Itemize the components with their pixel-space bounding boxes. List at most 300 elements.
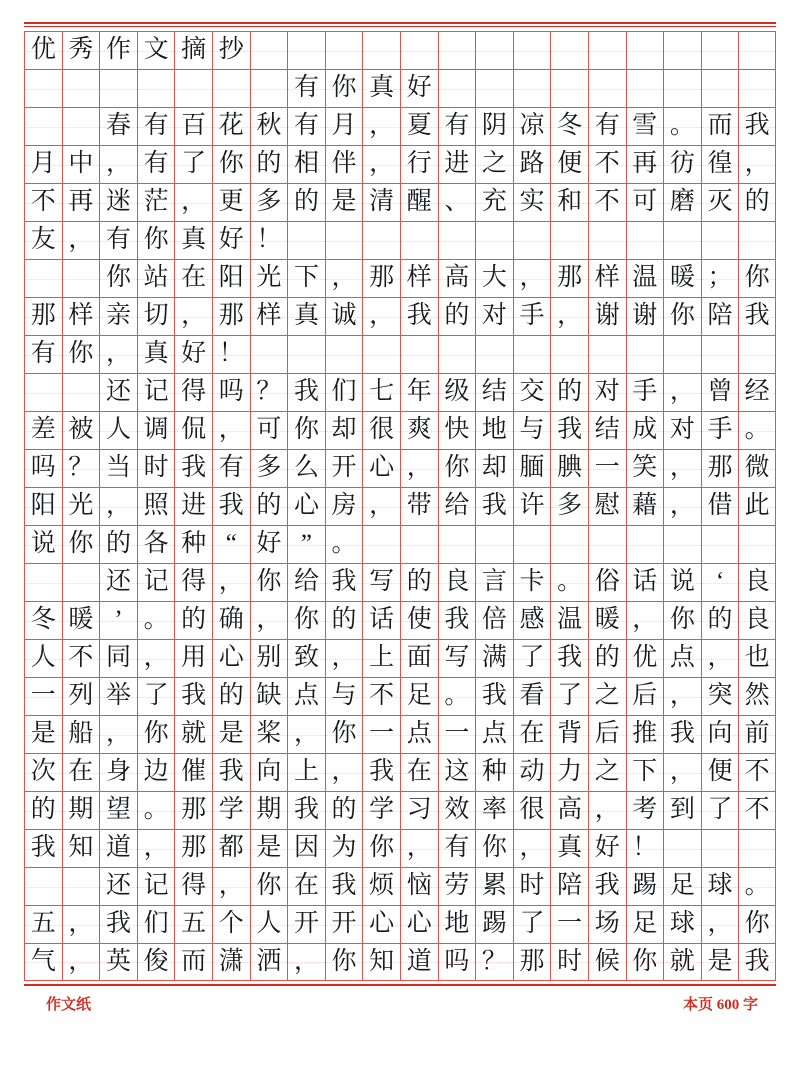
grid-cell-char: 你: [293, 606, 319, 633]
grid-cell: [174, 31, 212, 69]
grid-cell: [738, 563, 776, 601]
grid-cell: [400, 563, 438, 601]
grid-cell: [438, 525, 476, 563]
grid-cell: [400, 183, 438, 221]
grid-cell: [738, 905, 776, 943]
grid-cell: [212, 487, 250, 525]
grid-cell-char: 在: [519, 720, 545, 747]
grid-cell-char: ，: [707, 910, 733, 937]
grid-cell-char: 力: [557, 758, 583, 785]
grid-cell-char: 样: [594, 264, 620, 291]
grid-cell: [24, 943, 62, 981]
grid-cell: [137, 107, 175, 145]
grid-cell-char: 温: [557, 606, 583, 633]
grid-cell: [137, 69, 175, 107]
grid-cell: [212, 943, 250, 981]
grid-cell: [24, 221, 62, 259]
grid-cell: [24, 639, 62, 677]
grid-cell-char: 好: [218, 226, 244, 253]
grid-cell: [137, 449, 175, 487]
grid-cell-char: ，: [369, 150, 395, 177]
grid-cell-char: ‘: [715, 568, 725, 595]
grid-cell-char: 有: [293, 112, 319, 139]
grid-cell-char: ，: [707, 644, 733, 671]
grid-cell: [663, 677, 701, 715]
grid-cell-char: 腼: [519, 454, 545, 481]
grid-cell: [701, 715, 739, 753]
grid-cell-char: 和: [557, 188, 583, 215]
grid-cell-char: 满: [481, 644, 507, 671]
grid-cell-char: 我: [293, 378, 319, 405]
grid-cell: [212, 677, 250, 715]
grid-cell: [626, 525, 664, 563]
grid-cell-char: 相: [293, 150, 319, 177]
grid-cell: [174, 145, 212, 183]
grid-cell: [588, 867, 626, 905]
grid-cell-char: 面: [406, 644, 432, 671]
grid-cell: [588, 449, 626, 487]
grid-cell: [626, 601, 664, 639]
grid-row: [24, 449, 776, 487]
grid-cell: [174, 563, 212, 601]
grid-cell-char: 那: [707, 454, 733, 481]
grid-cell: [362, 525, 400, 563]
grid-cell-char: 。: [331, 530, 357, 557]
grid-cell: [24, 259, 62, 297]
grid-cell-char: 手: [632, 378, 658, 405]
grid-cell: [287, 867, 325, 905]
grid-cell-char: 在: [181, 264, 207, 291]
grid-cell: [24, 601, 62, 639]
grid-cell-char: 别: [256, 644, 282, 671]
grid-cell-char: 我: [557, 416, 583, 443]
grid-cell: [626, 411, 664, 449]
grid-cell-char: 此: [744, 492, 770, 519]
grid-cell-char: 可: [632, 188, 658, 215]
grid-cell: [663, 943, 701, 981]
grid-cell: [287, 601, 325, 639]
grid-cell-char: 彷: [669, 150, 695, 177]
grid-cell-char: 言: [481, 568, 507, 595]
grid-cell: [400, 69, 438, 107]
grid-cell: [738, 335, 776, 373]
grid-cell: [626, 145, 664, 183]
grid-cell-char: 亲: [105, 302, 131, 329]
grid-cell-char: ，: [293, 947, 319, 975]
grid-cell: [99, 753, 137, 791]
grid-cell-char: 不: [744, 758, 770, 785]
grid-cell: [362, 449, 400, 487]
grid-cell-char: 有: [105, 226, 131, 253]
grid-cell: [588, 905, 626, 943]
grid-cell-char: 月: [331, 112, 357, 139]
grid-cell-char: 高: [444, 264, 470, 291]
grid-cell-char: ，: [105, 340, 131, 367]
grid-cell: [626, 449, 664, 487]
grid-cell-char: 对: [594, 378, 620, 405]
grid-cell-char: 踢: [632, 872, 658, 899]
grid-cell: [325, 525, 363, 563]
grid-cell: [24, 373, 62, 411]
grid-cell: [174, 259, 212, 297]
grid-cell: [24, 183, 62, 221]
grid-cell-char: 记: [143, 378, 169, 405]
grid-cell: [701, 601, 739, 639]
grid-cell: [438, 411, 476, 449]
grid-cell-char: 一: [444, 720, 470, 747]
grid-cell: [550, 411, 588, 449]
grid-cell-char: 花: [218, 112, 244, 139]
grid-cell-char: 开: [331, 910, 357, 937]
grid-cell-char: 记: [143, 872, 169, 899]
grid-cell-char: 我: [331, 568, 357, 595]
grid-cell-char: 种: [181, 530, 207, 557]
grid-cell: [174, 297, 212, 335]
grid-cell-char: 在: [293, 872, 319, 899]
grid-cell: [738, 107, 776, 145]
grid-cell: [738, 601, 776, 639]
grid-cell: [400, 525, 438, 563]
grid-cell-char: 前: [744, 720, 770, 747]
grid-cell: [174, 601, 212, 639]
grid-cell-char: 那: [181, 796, 207, 823]
grid-cell: [212, 753, 250, 791]
grid-row: [24, 31, 776, 69]
grid-cell: [24, 411, 62, 449]
grid-cell-char: 就: [181, 720, 207, 747]
grid-cell-char: 下: [632, 758, 658, 785]
grid-cell: [62, 145, 100, 183]
grid-cell-char: 下: [293, 264, 319, 291]
grid-cell: [362, 791, 400, 829]
grid-cell-char: 效: [444, 796, 470, 823]
grid-cell: [626, 867, 664, 905]
grid-cell-char: ！: [632, 834, 658, 861]
grid-cell: [701, 867, 739, 905]
grid-cell: [663, 867, 701, 905]
grid-cell: [663, 259, 701, 297]
grid-cell: [99, 145, 137, 183]
grid-cell: [287, 563, 325, 601]
grid-cell: [287, 639, 325, 677]
grid-cell: [99, 715, 137, 753]
grid-cell: [626, 753, 664, 791]
grid-cell: [588, 297, 626, 335]
grid-cell-char: 期: [68, 796, 94, 823]
grid-cell: [325, 753, 363, 791]
grid-cell: [738, 677, 776, 715]
grid-row: [24, 715, 776, 753]
grid-cell-char: 卡: [519, 568, 545, 595]
grid-cell-char: 的: [594, 644, 620, 671]
grid-cell-char: 感: [519, 606, 545, 633]
grid-cell-char: ，: [369, 492, 395, 519]
grid-cell: [626, 639, 664, 677]
grid-cell: [212, 525, 250, 563]
grid-cell-char: 照: [143, 492, 169, 519]
grid-cell-char: 们: [331, 378, 357, 405]
grid-cell: [400, 411, 438, 449]
grid-cell: [137, 715, 175, 753]
grid-cell-char: 成: [632, 416, 658, 443]
grid-cell: [475, 905, 513, 943]
grid-cell: [701, 373, 739, 411]
grid-cell: [513, 525, 551, 563]
grid-cell-char: 充: [481, 188, 507, 215]
grid-cell: [588, 335, 626, 373]
grid-cell: [550, 867, 588, 905]
grid-cell: [250, 677, 288, 715]
grid-cell: [362, 221, 400, 259]
grid-cell: [174, 791, 212, 829]
grid-cell: [325, 335, 363, 373]
grid-cell-char: 推: [632, 720, 658, 747]
grid-cell-char: 我: [331, 872, 357, 899]
grid-cell-char: 看: [519, 682, 545, 709]
grid-cell: [738, 791, 776, 829]
grid-cell: [212, 449, 250, 487]
grid-cell: [400, 449, 438, 487]
grid-cell-char: 那: [218, 302, 244, 329]
grid-cell: [137, 791, 175, 829]
grid-cell: [362, 753, 400, 791]
grid-cell-char: 记: [143, 568, 169, 595]
grid-cell-char: 到: [669, 796, 695, 823]
grid-cell: [738, 715, 776, 753]
grid-cell: [212, 715, 250, 753]
grid-cell-char: 你: [369, 834, 395, 861]
grid-cell: [400, 259, 438, 297]
grid-row: [24, 145, 776, 183]
footer-left-label: 作文纸: [46, 997, 92, 1013]
grid-cell-char: 良: [744, 606, 770, 633]
grid-cell-char: 身: [105, 758, 131, 785]
grid-cell-char: 伴: [331, 150, 357, 177]
grid-cell-char: 同: [105, 644, 131, 671]
grid-cell: [701, 297, 739, 335]
grid-cell: [174, 411, 212, 449]
grid-cell-char: 地: [444, 910, 470, 937]
grid-cell-char: 迷: [105, 188, 131, 215]
grid-cell: [626, 677, 664, 715]
grid-cell-char: 足: [669, 872, 695, 899]
grid-cell-char: 诚: [331, 302, 357, 329]
grid-cell: [738, 411, 776, 449]
grid-cell: [174, 905, 212, 943]
grid-cell: [475, 69, 513, 107]
grid-cell-char: 你: [632, 947, 658, 975]
grid-cell: [174, 943, 212, 981]
grid-cell-char: 知: [369, 947, 395, 975]
grid-cell: [99, 487, 137, 525]
grid-cell: [550, 335, 588, 373]
grid-cell: [738, 221, 776, 259]
grid-cell: [99, 905, 137, 943]
grid-cell-char: 是: [30, 720, 56, 747]
grid-cell-char: ，: [669, 454, 695, 481]
grid-cell: [438, 601, 476, 639]
grid-cell-char: 有: [293, 74, 319, 101]
grid-cell-char: 列: [68, 682, 94, 709]
grid-cell: [62, 791, 100, 829]
grid-cell: [701, 905, 739, 943]
grid-cell-char: 说: [669, 568, 695, 595]
grid-cell-char: 人: [30, 644, 56, 671]
grid-cell-char: 累: [481, 872, 507, 899]
grid-cell: [287, 943, 325, 981]
grid-cell-char: 我: [181, 454, 207, 481]
grid-cell-char: 对: [669, 416, 695, 443]
grid-cell-char: ，: [669, 378, 695, 405]
grid-cell: [626, 335, 664, 373]
grid-cell: [588, 601, 626, 639]
grid-cell-char: 再: [68, 188, 94, 215]
grid-cell-char: 更: [218, 188, 244, 215]
grid-cell: [99, 221, 137, 259]
grid-cell-char: 进: [444, 150, 470, 177]
grid-cell-char: 足: [406, 682, 432, 709]
grid-cell-char: 不: [369, 682, 395, 709]
grid-cell: [588, 373, 626, 411]
grid-cell-char: 。: [557, 568, 583, 595]
grid-cell: [701, 563, 739, 601]
grid-cell-char: ，: [143, 834, 169, 861]
grid-cell-char: 俗: [594, 568, 620, 595]
grid-cell: [325, 905, 363, 943]
grid-cell-char: 背: [557, 720, 583, 747]
grid-cell-char: 知: [68, 834, 94, 861]
grid-cell-char: 你: [669, 302, 695, 329]
grid-cell-char: 的: [30, 796, 56, 823]
grid-cell: [588, 791, 626, 829]
grid-cell-char: 你: [744, 910, 770, 937]
grid-cell: [325, 411, 363, 449]
grid-cell-char: 我: [218, 758, 244, 785]
grid-cell-char: 你: [68, 530, 94, 557]
grid-cell: [137, 411, 175, 449]
grid-cell: [137, 259, 175, 297]
grid-cell-char: 的: [707, 606, 733, 633]
grid-cell-char: 清: [369, 188, 395, 215]
grid-cell-char: 心: [406, 910, 432, 937]
grid-cell: [362, 715, 400, 753]
grid-cell: [325, 373, 363, 411]
grid-cell-char: 向: [707, 720, 733, 747]
grid-cell-char: 温: [632, 264, 658, 291]
grid-cell-char: 便: [707, 758, 733, 785]
grid-cell: [475, 297, 513, 335]
grid-cell-char: ’: [114, 606, 123, 633]
grid-cell: [626, 221, 664, 259]
grid-cell: [400, 107, 438, 145]
grid-cell-char: 有: [218, 454, 244, 481]
grid-cell: [588, 829, 626, 867]
grid-cell: [588, 715, 626, 753]
grid-cell: [325, 145, 363, 183]
grid-cell: [550, 905, 588, 943]
grid-cell-char: ，: [331, 644, 357, 671]
grid-cell-char: 五: [30, 910, 56, 937]
grid-cell-char: 优: [632, 644, 658, 671]
grid-cell: [325, 69, 363, 107]
grid-cell-char: 带: [406, 492, 432, 519]
grid-cell: [137, 525, 175, 563]
grid-cell: [287, 183, 325, 221]
grid-cell: [475, 639, 513, 677]
grid-cell-char: 在: [68, 758, 94, 785]
grid-cell: [626, 791, 664, 829]
grid-cell: [663, 145, 701, 183]
grid-cell: [475, 791, 513, 829]
grid-cell-char: 开: [331, 454, 357, 481]
grid-cell: [325, 677, 363, 715]
grid-cell: [362, 601, 400, 639]
grid-cell-char: 与: [331, 682, 357, 709]
grid-cell: [513, 943, 551, 981]
grid-cell-char: ，: [218, 568, 244, 595]
grid-cell-char: 你: [256, 568, 282, 595]
grid-cell-char: 春: [105, 112, 131, 139]
grid-cell: [438, 563, 476, 601]
grid-cell: [212, 297, 250, 335]
grid-cell: [137, 905, 175, 943]
grid-cell: [174, 867, 212, 905]
grid-cell-char: 一: [557, 910, 583, 937]
grid-cell: [362, 31, 400, 69]
grid-cell-char: 你: [143, 720, 169, 747]
grid-cell-char: 雪: [632, 112, 658, 139]
grid-cell-char: 夏: [406, 112, 432, 139]
grid-cell: [287, 715, 325, 753]
grid-cell: [212, 639, 250, 677]
grid-cell: [663, 525, 701, 563]
grid-cell-char: 我: [669, 720, 695, 747]
grid-cell: [137, 601, 175, 639]
grid-cell-char: ；: [707, 264, 733, 291]
grid-cell: [250, 335, 288, 373]
grid-cell-char: 使: [406, 606, 432, 633]
grid-cell: [62, 183, 100, 221]
grid-row: [24, 525, 776, 563]
grid-cell-char: 腆: [557, 454, 583, 481]
grid-cell-char: 手: [519, 302, 545, 329]
grid-cell: [588, 221, 626, 259]
grid-cell: [99, 829, 137, 867]
grid-cell-char: 而: [707, 112, 733, 139]
grid-cell: [475, 183, 513, 221]
grid-cell: [438, 943, 476, 981]
grid-cell: [663, 411, 701, 449]
grid-cell: [663, 69, 701, 107]
grid-cell-char: ，: [557, 302, 583, 329]
grid-cell: [362, 905, 400, 943]
grid-cell-char: 很: [519, 796, 545, 823]
grid-cell: [701, 335, 739, 373]
grid-cell: [250, 69, 288, 107]
grid-cell-char: 给: [444, 492, 470, 519]
grid-cell: [626, 487, 664, 525]
grid-cell: [137, 677, 175, 715]
grid-cell-char: ，: [181, 188, 207, 215]
grid-cell-char: 用: [181, 644, 207, 671]
grid-cell: [174, 449, 212, 487]
grid-cell-char: 冬: [30, 606, 56, 633]
grid-cell-char: 有: [30, 340, 56, 367]
grid-cell-char: 七: [369, 378, 395, 405]
grid-cell: [475, 677, 513, 715]
grid-cell: [287, 791, 325, 829]
grid-cell: [438, 753, 476, 791]
